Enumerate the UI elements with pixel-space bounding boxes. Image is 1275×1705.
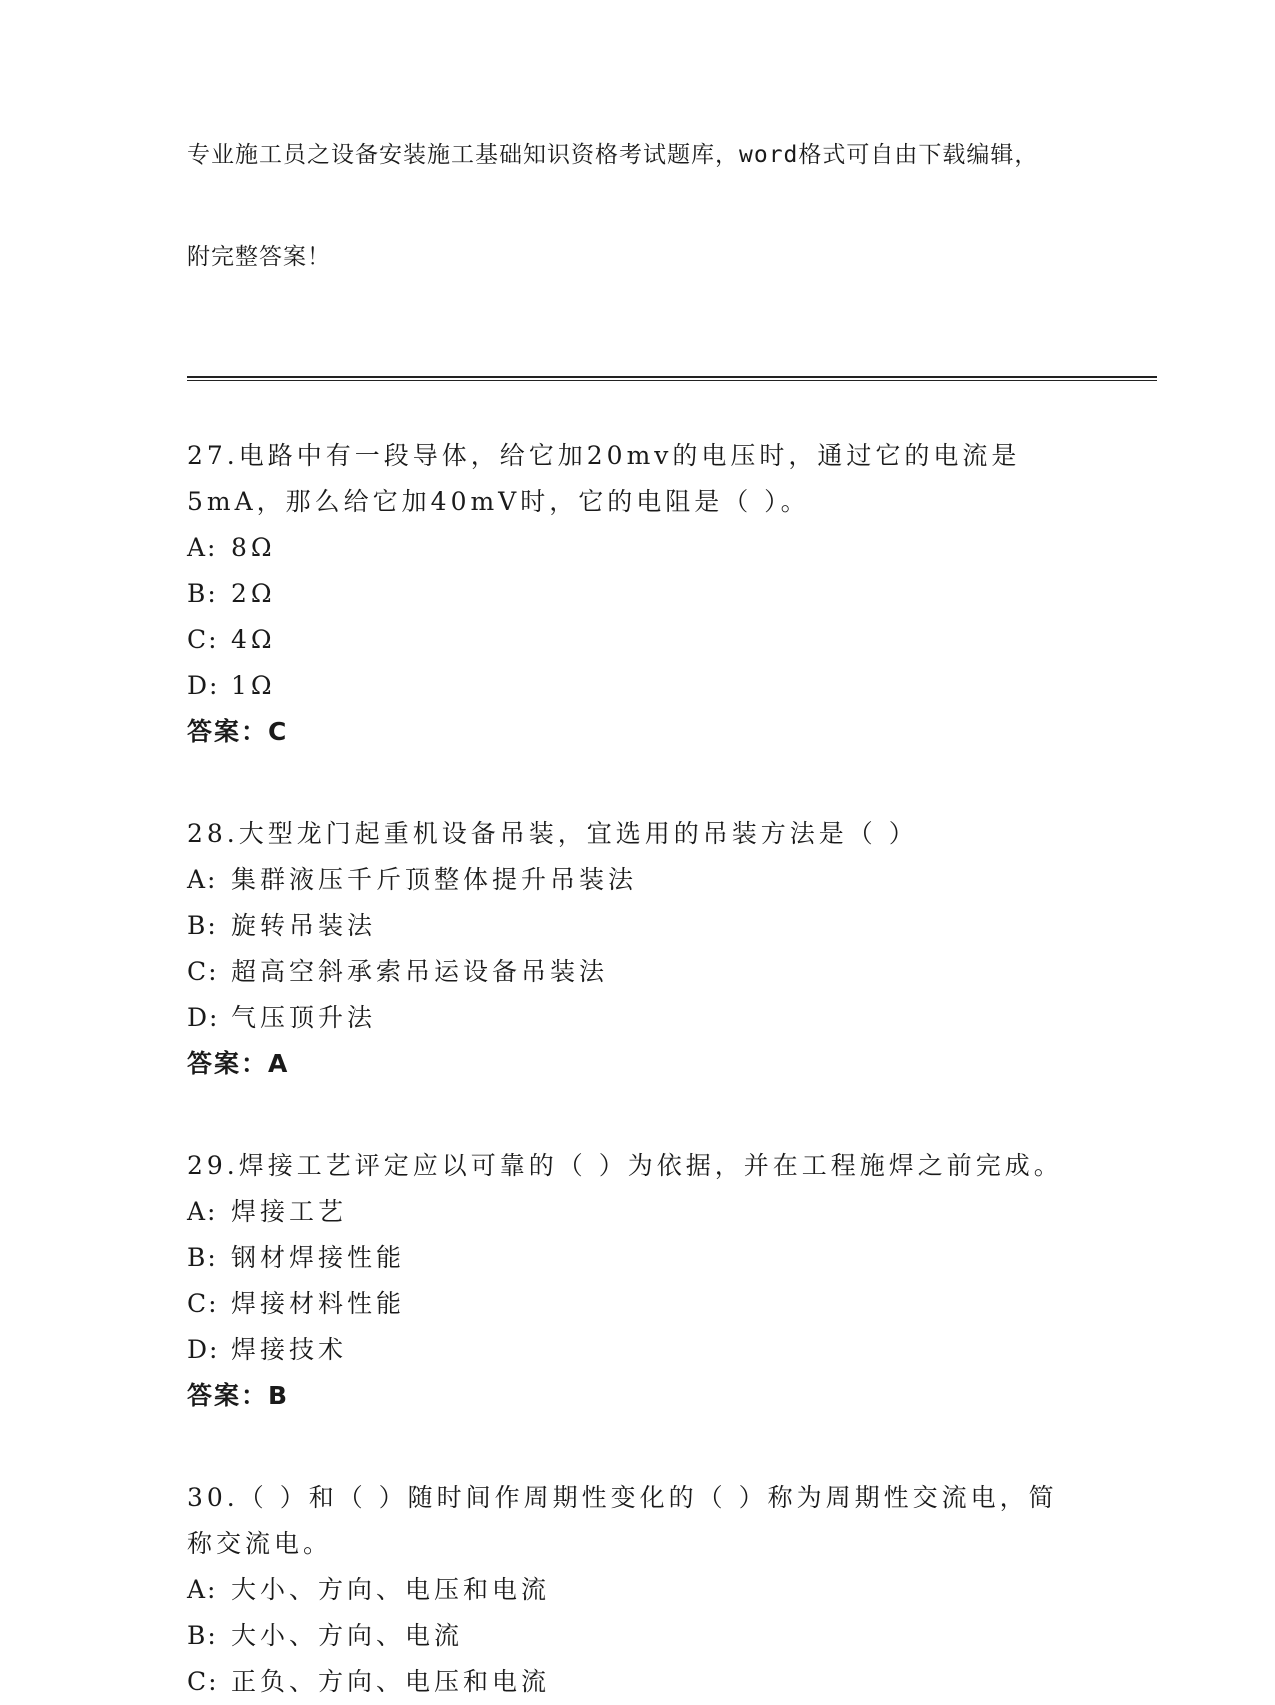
question-28	[187, 811, 1157, 1087]
option-text: 旋转吊装法	[231, 911, 377, 940]
option-key: B:	[187, 579, 218, 608]
option-key: A:	[187, 865, 218, 894]
option-key: B:	[187, 1243, 218, 1272]
question-text: 29.焊接工艺评定应以可靠的（ ）为依据，并在工程施焊之前完成。	[187, 1151, 1063, 1180]
answer: 答案：C	[187, 717, 289, 746]
answer: 答案：A	[187, 1049, 290, 1078]
option-a	[187, 1189, 1157, 1235]
answer: 答案：B	[187, 1381, 290, 1410]
question-29	[187, 1143, 1157, 1419]
option-text: 超高空斜承索吊运设备吊装法	[231, 957, 609, 986]
option-c	[187, 1659, 1157, 1705]
option-d	[187, 663, 1157, 709]
option-text: 1Ω	[231, 671, 276, 700]
document-page	[187, 70, 1157, 1705]
option-key: A:	[187, 533, 218, 562]
question-30	[187, 1475, 1157, 1705]
option-key: A:	[187, 1575, 218, 1604]
question-27	[187, 433, 1157, 755]
option-text: 正负、方向、电压和电流	[231, 1667, 551, 1696]
option-text: 钢材焊接性能	[231, 1243, 406, 1272]
option-b	[187, 571, 1157, 617]
option-key: C:	[187, 625, 219, 654]
option-key: D:	[187, 1003, 220, 1032]
document-header	[187, 70, 1087, 342]
option-text: 焊接技术	[231, 1335, 348, 1364]
header-divider	[187, 376, 1157, 381]
option-b	[187, 903, 1157, 949]
option-c	[187, 617, 1157, 663]
option-text: 大小、方向、电流	[231, 1621, 464, 1650]
option-d	[187, 1327, 1157, 1373]
option-text: 4Ω	[231, 625, 276, 654]
option-c	[187, 1281, 1157, 1327]
option-b	[187, 1613, 1157, 1659]
question-text: 30.（ ）和（ ）随时间作周期性变化的（ ）称为周期性交流电，简称交流电。	[187, 1483, 1058, 1558]
option-key: C:	[187, 957, 219, 986]
option-text: 气压顶升法	[231, 1003, 377, 1032]
header-line-2: 附完整答案！	[187, 244, 331, 270]
option-d	[187, 995, 1157, 1041]
option-text: 焊接工艺	[231, 1197, 348, 1226]
option-a	[187, 857, 1157, 903]
option-key: D:	[187, 1335, 220, 1364]
option-key: B:	[187, 1621, 218, 1650]
option-text: 8Ω	[231, 533, 276, 562]
option-a	[187, 525, 1157, 571]
option-c	[187, 949, 1157, 995]
option-key: B:	[187, 911, 218, 940]
option-key: C:	[187, 1289, 219, 1318]
option-b	[187, 1235, 1157, 1281]
question-text: 28.大型龙门起重机设备吊装，宜选用的吊装方法是（ ）	[187, 819, 918, 848]
option-key: A:	[187, 1197, 218, 1226]
option-key: D:	[187, 671, 220, 700]
option-a	[187, 1567, 1157, 1613]
option-text: 集群液压千斤顶整体提升吊装法	[231, 865, 638, 894]
option-text: 焊接材料性能	[231, 1289, 406, 1318]
option-key: C:	[187, 1667, 219, 1696]
option-text: 大小、方向、电压和电流	[231, 1575, 551, 1604]
header-line-1: 专业施工员之设备安装施工基础知识资格考试题库，word格式可自由下载编辑，	[187, 142, 1039, 168]
question-text: 27.电路中有一段导体，给它加20mv的电压时，通过它的电流是5mA，那么给它加40mV时，它的电阻是（ ）。	[187, 441, 1021, 516]
option-text: 2Ω	[231, 579, 276, 608]
